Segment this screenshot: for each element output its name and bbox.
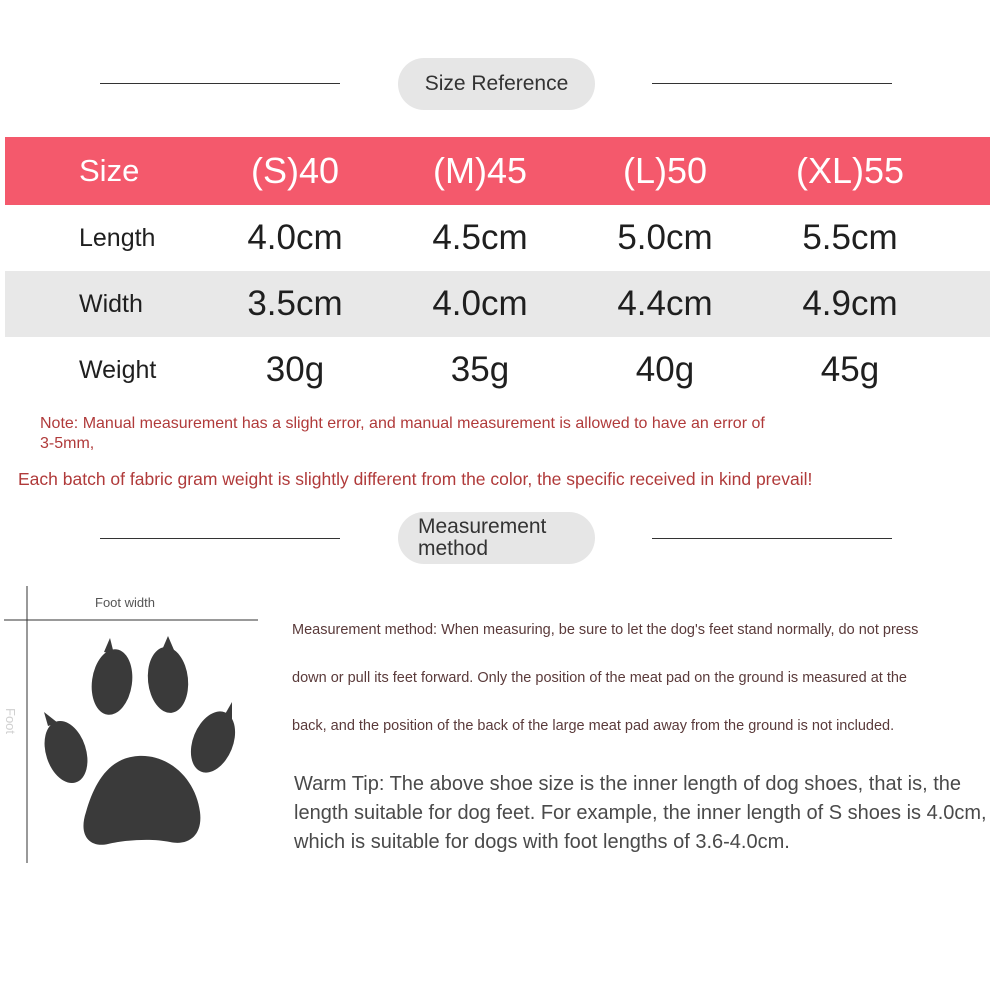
divider-right xyxy=(652,538,892,539)
table-cell: 3.5cm xyxy=(247,284,343,323)
table-cell: 35g xyxy=(450,350,510,389)
table-header-cell: (L)50 xyxy=(622,150,708,191)
table-cell: 5.0cm xyxy=(617,218,713,257)
paw-main-pad xyxy=(83,756,200,845)
paw-claw xyxy=(104,638,114,654)
title-line: method xyxy=(418,537,489,560)
paw-toe xyxy=(88,647,137,718)
method-line: down or pull its feet forward. Only the position of the meat pad on the ground is measured at the xyxy=(292,670,907,686)
table-header-cell: (XL)55 xyxy=(795,150,905,191)
table-cell: 4.0cm xyxy=(432,284,528,323)
method-line: back, and the position of the back of the large meat pad away from the ground is not included. xyxy=(292,718,895,734)
paw-toe xyxy=(182,705,243,779)
row-label: Length xyxy=(79,223,156,252)
table-cell: 4.9cm xyxy=(802,284,898,323)
table-row-width xyxy=(5,271,990,337)
table-cell: 4.0cm xyxy=(247,218,343,257)
table-cell: 4.4cm xyxy=(617,284,713,323)
batch-note: Each batch of fabric gram weight is slightly different from the color, the specific received in kind prevail! xyxy=(18,469,813,489)
paw-measurement-diagram xyxy=(0,580,270,880)
table-cell: 40g xyxy=(635,350,695,389)
divider-left xyxy=(100,538,340,539)
table-row-length xyxy=(5,205,990,271)
table-cell: 30g xyxy=(265,350,325,389)
title-line: Measurement xyxy=(418,515,547,538)
table-header-row xyxy=(5,137,990,205)
paw-toe xyxy=(145,645,192,715)
size-reference-title: Size Reference xyxy=(398,58,595,110)
table-header-cell: (S)40 xyxy=(250,150,340,191)
measurement-method-title xyxy=(398,512,595,564)
note-line: 3-5mm, xyxy=(40,435,95,452)
table-cell: 5.5cm xyxy=(802,218,898,257)
table-header-cell: (M)45 xyxy=(432,150,527,191)
paw-print-icon xyxy=(37,636,243,845)
divider-right xyxy=(652,83,892,84)
foot-width-label: Foot width xyxy=(95,595,155,610)
table-header-label: Size xyxy=(79,153,140,188)
paw-toe xyxy=(37,715,95,788)
size-reference-header xyxy=(0,54,1000,114)
note-line: Note: Manual measurement has a slight error, and manual measurement is allowed to have an error of xyxy=(40,415,765,432)
measurement-error-note xyxy=(40,414,765,454)
foot-length-label: Foot xyxy=(3,708,18,735)
size-table xyxy=(5,137,990,403)
table-cell: 45g xyxy=(820,350,880,389)
row-label: Weight xyxy=(79,355,157,384)
method-line: Measurement method: When measuring, be sure to let the dog's feet stand normally, do not press xyxy=(292,622,919,638)
table-row-weight xyxy=(5,337,990,403)
measurement-method-header xyxy=(0,508,1000,568)
paw-claw xyxy=(162,636,174,650)
table-cell: 4.5cm xyxy=(432,218,528,257)
divider-left xyxy=(100,83,340,84)
row-label: Width xyxy=(79,289,143,318)
warm-tip: Warm Tip: The above shoe size is the inner length of dog shoes, that is, the length suitable for dog feet. For example, the inner length of S shoes is 4.0cm, which is suitable for dogs with foot lengths of 3.6-4.0cm. xyxy=(294,773,987,853)
paw-diagram-svg xyxy=(0,580,270,880)
